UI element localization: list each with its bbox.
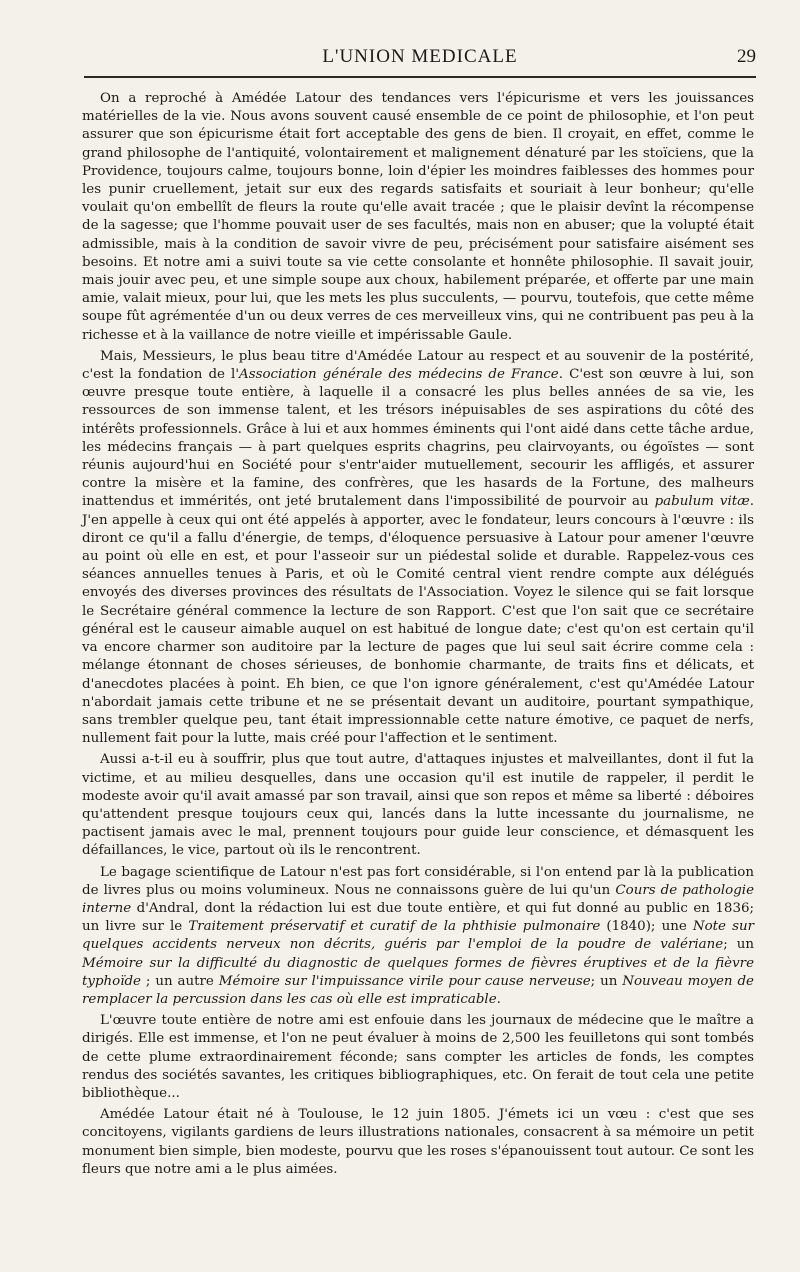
text-run: (1840); une — [600, 919, 693, 935]
paragraph — [82, 90, 754, 345]
text-run: Aussi a-t-il eu à souffrir, plus que tout autre, d'attaques injustes et malveillantes, dont il fut la victime, et au milieu desquelles, dans une occasion qu'il est inutile de rappeler, il perdit le modeste avoir qu'il avait amassé par son travail, ainsi que son repos et même sa liberté : déboires qu'attendent presque toujours ceux qui, lancés dans la lutte incessante du journalisme, ne pactisent jamais avec le mal, prennent toujours pour guide leur conscience, et démasquent les défaillances, le vice, partout où ils le rencontrent. — [82, 752, 754, 859]
text-run: . C'est son œuvre à lui, son œuvre presque toute entière, à laquelle il a consacré les plus belles années de sa vie, les ressources de son immense talent, et les trésors inépuisables de ses aspirations du côté des intérêts professionnels. Grâce à lui et aux hommes éminents qui l'ont aidé dans cette tâche ardue, les médecins français — à part quelques esprits chagrins, peu clairvoyants, ou égoïstes — sont réunis aujourd'hui en Société pour s'entr'aider mutuellement, secourir les affligés, et assurer contre la misère et la famine, des confrères, que les hasards de la Fortune, des malheurs inattendus et immérités, ont jeté brutalement dans l'impossibilité de pourvoir au — [82, 367, 754, 510]
text-run: . J'en appelle à ceux qui ont été appelés à apporter, avec le fondateur, leurs concours à l'œuvre : ils diront ce qu'il a fallu d'énergie, de temps, d'éloquence persuasive à Latour pour amener l'œuvre au point où elle en est, et pour l'asseoir sur un piédestal solide et durable. Rappelez-vous ces séances annuelles tenues à Paris, et où le Comité central vient rendre compte aux délégués envoyés des diverses provinces des résultats de l'Association. Voyez le silence qui se fait lorsque le Secrétaire général commence la lecture de son Rapport. C'est que l'on sait que ce secrétaire général est le causeur aimable auquel on est habitué de longue date; c'est qu'on est certain qu'il va encore charmer son auditoire par la lecture de pages que lui seul sait écrire comme cela : mélange étonnant de choses sérieuses, de bonhomie charmante, de traits fins et délicats, et d'anecdotes placées à point. Eh bien, ce que l'on ignore généralement, c'est qu'Amédée Latour n'abordait jamais cette tribune et ne se présentait devant un auditoire, pourtant sympathique, sans trembler quelque peu, tant était impressionnable cette nature émotive, ce paquet de nerfs, nullement fait pour la lutte, mais créé pour l'affection et le sentiment. — [82, 494, 754, 747]
text-run: d'Andral, dont la rédaction lui est due toute entière, et qui fut donné au public en 1836; un livre sur le — [82, 900, 754, 935]
italic-text: pabulum vitæ — [654, 494, 750, 510]
text-run: ; un — [723, 937, 754, 953]
paragraph — [82, 1106, 754, 1179]
italic-text: Cours de pathologie interne — [82, 882, 754, 916]
paragraph — [82, 751, 754, 860]
text-run: Mais, Messieurs, le plus beau titre d'Amédée Latour au respect et au souvenir de la postérité, c'est la fondation de l' — [82, 348, 754, 383]
italic-text: Nouveau moyen de remplacer la percussion dans les cas où elle est impraticable — [82, 973, 754, 1007]
paragraph — [82, 348, 754, 748]
text-run: L'œuvre toute entière de notre ami est enfouie dans les journaux de médecine que le maître a dirigés. Elle est immense, et l'on ne peut évaluer à moins de 2,500 les feuilletons qui sont tombés de cette plume extraordinairement féconde; sans compter les articles de fonds, les comptes rendus des sociétés savantes, les critiques bibliographiques, etc. On ferait de tout cela une petite bibliothèque... — [82, 1013, 754, 1101]
text-run: . — [496, 991, 501, 1007]
page-number: 29 — [737, 46, 756, 67]
text-run: Amédée Latour était né à Toulouse, le 12 juin 1805. J'émets ici un vœu : c'est que ses concitoyens, vigilants gardiens de leurs illustrations nationales, consacrent à sa mémoire un petit monument bien simple, bien modeste, pourvu que les roses s'épanouissent tout autour. Ce sont les fleurs que notre ami a le plus aimées. — [82, 1107, 754, 1177]
text-run: Le bagage scientifique de Latour n'est pas fort considérable, si l'on entend par là la publication de livres plus ou moins volumineux. Nous ne connaissons guère de lui qu'un — [82, 864, 754, 898]
italic-text: Association générale des médecins de France — [239, 367, 559, 383]
italic-text: Mémoire sur la difficulté du diagnostic de quelques formes de fièvres éruptives et de la fièvre typhoïde — [82, 955, 754, 989]
text-run: ; un — [590, 973, 623, 989]
text-run: ; un autre — [140, 973, 219, 989]
italic-text: Mémoire sur l'impuissance virile pour cause nerveuse — [218, 973, 591, 989]
italic-text: Note sur quelques accidents nerveux non décrits, guéris par l'emploi de la poudre de valériane — [82, 919, 754, 953]
text-run: On a reproché à Amédée Latour des tendances vers l'épicurisme et vers les jouissances matérielles de la vie. Nous avons souvent causé ensemble de ce point de philosophie, et l'on peut assurer que son épicurisme était fort acceptable des gens de bien. Il croyait, en effet, comme le grand philosophe de l'antiquité, volontairement et malignement dénaturé par les stoïciens, que la Providence, toujours calme, toujours bonne, loin d'épier les moindres faiblesses des hommes pour les punir cruellement, jetait sur eux des regards satisfaits et souriait à leur bonheur; qu'elle voulait qu'on embellît de fleurs la route qu'elle avait tracée ; que le plaisir devînt la récompense de la sagesse; que l'homme pouvait user de ses facultés, mais non en abuser; que la volupté était admissible, mais à la condition de savoir vivre de peu, précisément pour satisfaire aisément ses besoins. Et notre ami a suivi toute sa vie cette consolante et honnête philosophie. Il savait jouir, mais jouir avec peu, et une simple soupe aux choux, habilement préparée, et offerte par une main amie, valait mieux, pour lui, que les mets les plus succulents, — pourvu, toutefois, que cette même soupe fût agrémentée d'un ou deux verres de ces merveilleux vins, qui ne contribuent pas peu à la richesse et à la vaillance de notre vieille et impérissable Gaule. — [82, 91, 754, 343]
paragraph — [82, 864, 754, 1010]
page-header — [84, 40, 756, 78]
italic-text: Traitement préservatif et curatif de la phthisie pulmonaire — [188, 919, 601, 935]
article-body — [82, 90, 754, 1182]
running-title: L'UNION MEDICALE — [322, 46, 518, 67]
paragraph — [82, 1012, 754, 1103]
